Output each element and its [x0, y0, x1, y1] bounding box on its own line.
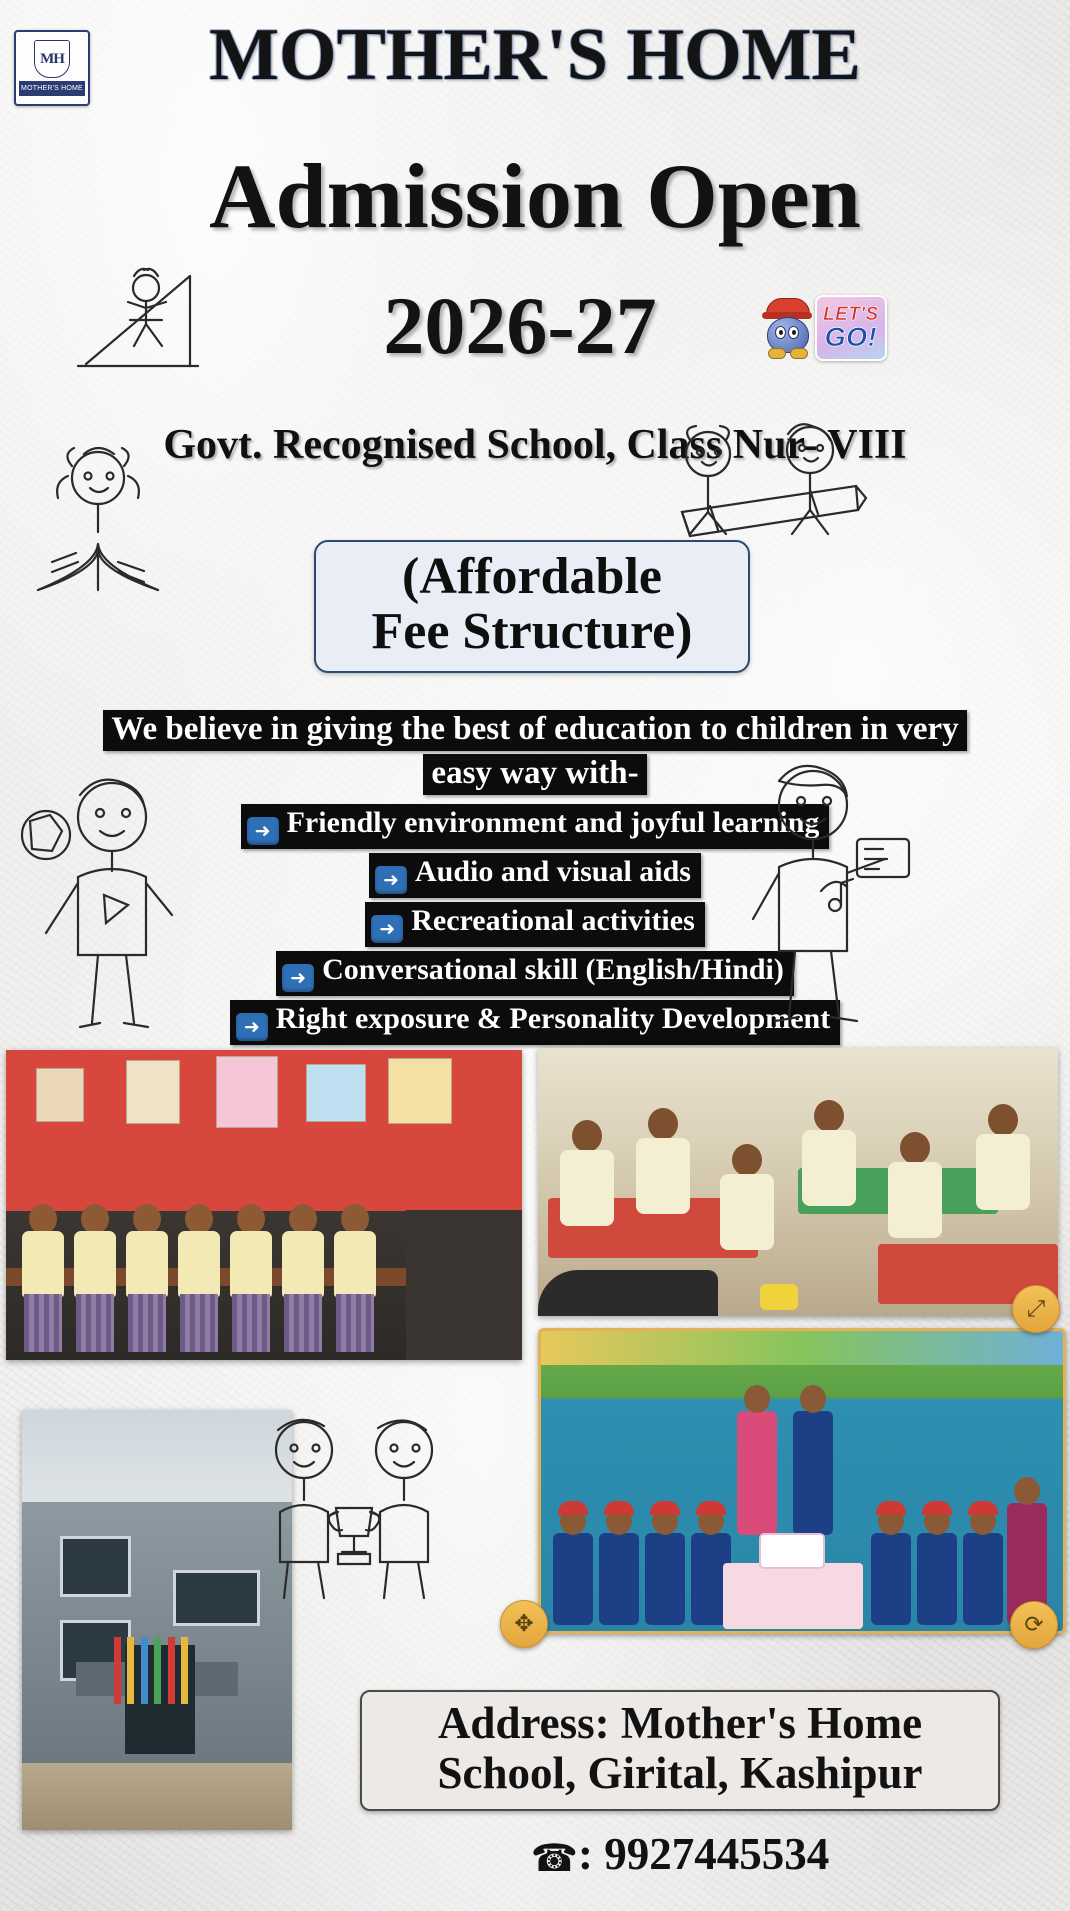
address-box [360, 1690, 1000, 1811]
resize-handle-button[interactable] [1012, 1285, 1060, 1333]
feature-label: Audio and visual aids [415, 855, 691, 888]
mascot-icon [762, 298, 813, 358]
phone-number: : 9927445534 [578, 1829, 830, 1879]
arrow-right-icon: ➜ [247, 817, 279, 845]
arrow-right-icon: ➜ [282, 964, 314, 992]
feature-label: Recreational activities [411, 904, 695, 937]
features-list [0, 800, 1070, 1045]
belief-statement [0, 710, 1070, 795]
lets-go-sticker [762, 292, 887, 364]
photo-classroom-celebration [6, 1050, 522, 1360]
lets-go-label [815, 295, 887, 361]
photo-craft-activity [538, 1048, 1058, 1316]
photo-school-building [22, 1410, 292, 1830]
affordable-fee-box [314, 540, 750, 673]
phone-row [360, 1828, 1000, 1880]
affordable-line1: (Affordable [402, 548, 662, 605]
arrow-right-icon: ➜ [371, 915, 403, 943]
address-line2: School, Girital, Kashipur [437, 1748, 923, 1799]
logo-ribbon-text: MOTHER'S HOME [19, 81, 85, 96]
belief-line2: easy way with- [423, 754, 646, 795]
session-year: 2026-27 [383, 280, 657, 371]
list-item [0, 804, 1070, 849]
arrow-right-icon: ➜ [236, 1013, 268, 1041]
photo-annual-function [538, 1328, 1066, 1634]
affordable-line2: Fee Structure) [371, 602, 693, 660]
arrow-right-icon: ➜ [375, 866, 407, 894]
feature-label: Friendly environment and joyful learning [286, 806, 820, 839]
list-item [0, 1000, 1070, 1045]
phone-icon: ☎ [530, 1836, 579, 1880]
address-line1: Address: Mother's Home [437, 1698, 923, 1748]
logo-monogram: MH [34, 40, 70, 78]
recognition-line: Govt. Recognised School, Class Nur- VIII [163, 422, 907, 468]
move-icon: ✥ [514, 1611, 534, 1637]
feature-label: Right exposure & Personality Development [275, 1002, 831, 1035]
lets-go-line1: LET'S [823, 304, 879, 325]
list-item [0, 853, 1070, 898]
admission-headline: Admission Open [209, 145, 861, 247]
belief-line1: We believe in giving the best of education to children in very [103, 710, 966, 751]
feature-label: Conversational skill (English/Hindi) [322, 953, 784, 986]
move-handle-button[interactable] [500, 1600, 548, 1648]
lets-go-line2: GO! [824, 322, 878, 352]
rotate-icon: ⟳ [1024, 1612, 1044, 1638]
school-name-title: MOTHER'S HOME [209, 14, 861, 96]
list-item [0, 902, 1070, 947]
rotate-handle-button[interactable] [1010, 1601, 1058, 1649]
list-item [0, 951, 1070, 996]
resize-icon: ⤢ [1026, 1296, 1046, 1322]
